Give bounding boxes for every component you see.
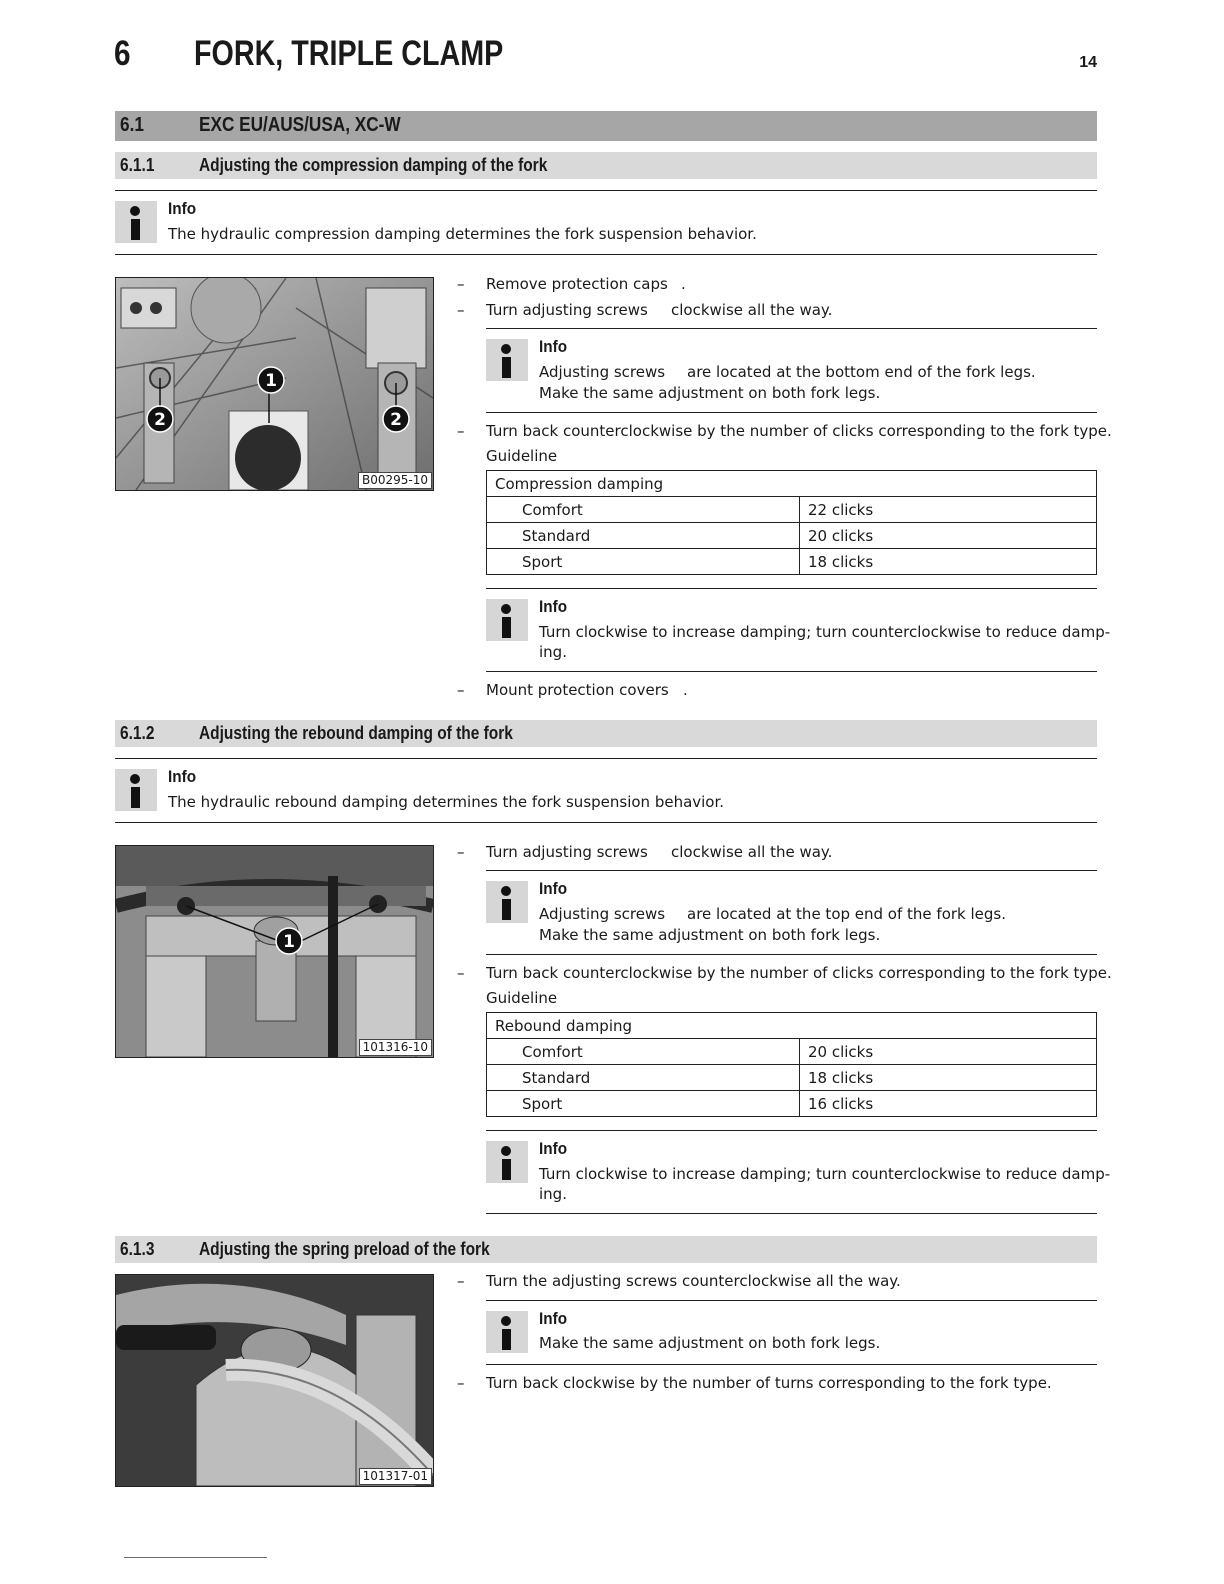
row-value: 20 clicks	[800, 1039, 1097, 1065]
step-dash: –	[457, 422, 465, 440]
step-text: Turn back clockwise by the number of turns corresponding to the fork type.	[486, 1374, 1052, 1392]
subsection-number: 6.1.2	[120, 723, 155, 743]
divider	[486, 1130, 1097, 1131]
subsection-heading-611	[115, 152, 1097, 179]
row-value: 20 clicks	[800, 523, 1097, 549]
section-number: 6.1	[120, 114, 144, 136]
footnote-link-line[interactable]	[124, 1557, 267, 1558]
subsection-heading-613	[115, 1236, 1097, 1263]
figure-label: B00295-10	[358, 472, 432, 489]
info-icon	[486, 881, 528, 923]
info-text: The hydraulic compression damping determines the fork suspension behavior.	[168, 225, 757, 243]
info-text: Adjusting screws	[539, 905, 666, 923]
step-text: Turn adjusting screws	[486, 301, 648, 319]
info-title: Info	[539, 597, 568, 616]
row-label: Comfort	[487, 497, 800, 523]
table-row	[487, 1039, 1097, 1065]
info-text: ing.	[539, 1185, 567, 1203]
info-title: Info	[168, 199, 197, 218]
chapter-title: FORK, TRIPLE CLAMP	[194, 34, 504, 73]
row-value: 22 clicks	[800, 497, 1097, 523]
table-row	[487, 1091, 1097, 1117]
info-icon	[115, 769, 157, 811]
step-dash: –	[457, 681, 465, 699]
row-value: 18 clicks	[800, 549, 1097, 575]
rebound-damping-table	[486, 1012, 1097, 1117]
step-dash: –	[457, 301, 465, 319]
info-icon	[486, 599, 528, 641]
row-value: 16 clicks	[800, 1091, 1097, 1117]
info-text: are located at the top end of the fork legs.	[687, 905, 1006, 923]
info-title: Info	[539, 337, 568, 356]
step-text: clockwise all the way.	[671, 301, 833, 319]
divider	[486, 1213, 1097, 1214]
step-text: Mount protection covers	[486, 681, 669, 699]
row-label: Sport	[487, 1091, 800, 1117]
info-text: ing.	[539, 643, 567, 661]
info-text: The hydraulic rebound damping determines the fork suspension behavior.	[168, 793, 725, 811]
fork-bottom-photo	[116, 278, 433, 490]
step-text: Turn back counterclockwise by the number of clicks corresponding to the fork type.	[486, 964, 1112, 982]
page-number: 14	[1079, 54, 1097, 71]
callout-2: 2	[154, 410, 166, 430]
figure-label: 101317-01	[359, 1468, 432, 1485]
divider	[486, 588, 1097, 589]
step-dash: –	[457, 964, 465, 982]
info-icon	[486, 339, 528, 381]
chapter-number: 6	[114, 34, 131, 73]
info-text: Turn clockwise to increase damping; turn counterclockwise to reduce damp-	[539, 623, 1111, 641]
info-text: Turn clockwise to increase damping; turn counterclockwise to reduce damp-	[539, 1165, 1111, 1183]
step-text: .	[681, 275, 686, 293]
table-title: Rebound damping	[487, 1013, 1097, 1039]
subsection-title: Adjusting the rebound damping of the fork	[199, 723, 513, 743]
step-text: Turn back counterclockwise by the number of clicks corresponding to the fork type.	[486, 422, 1112, 440]
table-row	[487, 523, 1097, 549]
guideline-label: Guideline	[486, 989, 558, 1007]
info-title: Info	[539, 1309, 568, 1328]
figure-compression-adjusters	[115, 277, 434, 491]
info-text: Make the same adjustment on both fork legs.	[539, 384, 881, 402]
compression-damping-table	[486, 470, 1097, 575]
row-label: Standard	[487, 1065, 800, 1091]
info-icon	[486, 1141, 528, 1183]
row-label: Comfort	[487, 1039, 800, 1065]
divider	[486, 671, 1097, 672]
table-row	[487, 1065, 1097, 1091]
step-text: Turn the adjusting screws counterclockwise all the way.	[486, 1272, 901, 1290]
divider	[115, 758, 1097, 759]
info-icon	[486, 1311, 528, 1353]
fork-top-photo	[116, 846, 433, 1057]
info-title: Info	[539, 879, 568, 898]
info-text: Make the same adjustment on both fork legs.	[539, 926, 881, 944]
figure-rebound-adjusters	[115, 845, 434, 1058]
subsection-title: Adjusting the compression damping of the fork	[199, 155, 548, 175]
divider	[486, 328, 1097, 329]
divider	[486, 1364, 1097, 1365]
info-title: Info	[168, 767, 197, 786]
row-label: Sport	[487, 549, 800, 575]
divider	[486, 954, 1097, 955]
table-row	[487, 497, 1097, 523]
info-title: Info	[539, 1139, 568, 1158]
step-dash: –	[457, 1374, 465, 1392]
step-text: clockwise all the way.	[671, 843, 833, 861]
step-text: Remove protection caps	[486, 275, 668, 293]
subsection-title: Adjusting the spring preload of the fork	[199, 1239, 490, 1259]
row-label: Standard	[487, 523, 800, 549]
divider	[486, 870, 1097, 871]
figure-label: 101316-10	[359, 1039, 432, 1056]
info-text: Adjusting screws	[539, 363, 666, 381]
step-dash: –	[457, 1272, 465, 1290]
table-title: Compression damping	[487, 471, 1097, 497]
divider	[115, 190, 1097, 191]
callout-1: 1	[265, 371, 277, 391]
table-row	[487, 549, 1097, 575]
divider	[486, 1300, 1097, 1301]
info-text: Make the same adjustment on both fork legs.	[539, 1334, 881, 1352]
subsection-heading-612	[115, 720, 1097, 747]
step-text: .	[683, 681, 688, 699]
divider	[115, 822, 1097, 823]
divider	[486, 412, 1097, 413]
section-heading	[115, 111, 1097, 141]
spring-preload-photo	[116, 1275, 433, 1486]
callout-1: 1	[283, 932, 295, 952]
step-dash: –	[457, 843, 465, 861]
step-text: Turn adjusting screws	[486, 843, 648, 861]
callout-2: 2	[390, 410, 402, 430]
guideline-label: Guideline	[486, 447, 558, 465]
section-title: EXC EU/AUS/USA, XC-W	[199, 114, 401, 136]
divider	[115, 254, 1097, 255]
info-text: are located at the bottom end of the fork legs.	[687, 363, 1036, 381]
info-icon	[115, 201, 157, 243]
figure-spring-preload	[115, 1274, 434, 1487]
subsection-number: 6.1.3	[120, 1239, 155, 1259]
row-value: 18 clicks	[800, 1065, 1097, 1091]
subsection-number: 6.1.1	[120, 155, 155, 175]
step-dash: –	[457, 275, 465, 293]
